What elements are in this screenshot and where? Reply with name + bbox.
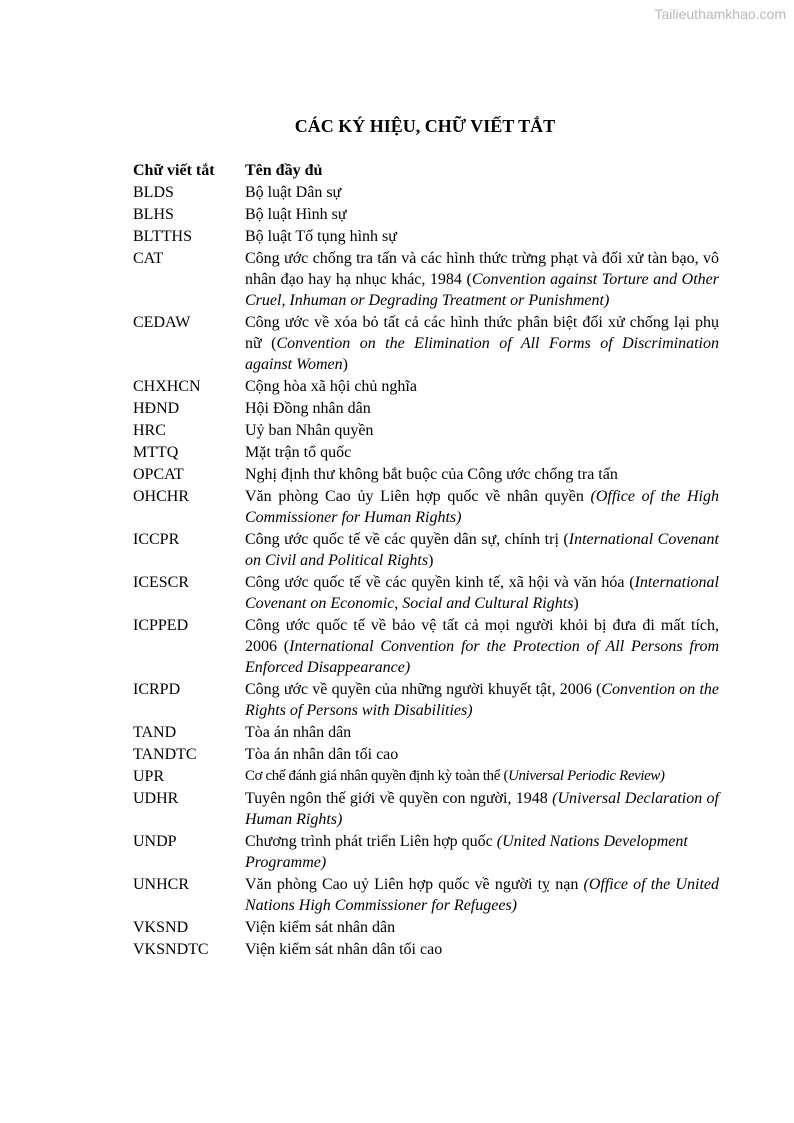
abbreviation: HĐND [133, 400, 180, 417]
full-name: Bộ luật Hình sự [245, 206, 347, 223]
table-row [133, 486, 719, 528]
abbreviation: ICCPR [133, 531, 180, 548]
abbreviation: OHCHR [133, 488, 190, 505]
table-row [133, 248, 719, 311]
full-name: Cộng hòa xã hội chủ nghĩa [245, 378, 417, 395]
table-row [133, 788, 719, 830]
table-row [133, 182, 719, 203]
table-row [133, 679, 719, 721]
full-name [245, 248, 719, 311]
watermark: Tailieuthamkhao.com [654, 6, 786, 22]
abbreviation: HRC [133, 422, 166, 439]
abbreviation: CEDAW [133, 314, 191, 331]
full-name-text: Công ước quốc tế về các quyền kinh tế, xã hội và văn hóa ( [245, 574, 635, 591]
full-name: Bộ luật Tố tụng hình sự [245, 228, 397, 245]
table-row [133, 420, 719, 441]
abbreviation: UNDP [133, 833, 177, 850]
abbreviation: BLDS [133, 184, 174, 201]
abbreviation: TANDTC [133, 746, 197, 763]
abbreviation: VKSNDTC [133, 941, 209, 958]
full-name-closing: ) [428, 552, 434, 569]
table-header [133, 160, 719, 181]
table-body [133, 182, 719, 960]
full-name-text: Văn phòng Cao ủy Liên hợp quốc về nhân quyền [245, 488, 591, 505]
full-name [245, 572, 719, 614]
abbreviation: BLTTHS [133, 228, 192, 245]
table-row [133, 398, 719, 419]
abbreviation: ICRPD [133, 681, 181, 698]
abbreviation: UDHR [133, 790, 179, 807]
abbreviation: ICESCR [133, 574, 190, 591]
full-name [245, 486, 719, 528]
full-name-text: Công ước chống tra tấn và các hình thức trừng phạt và đối xử tàn bạo, vô nhân đạo hay hạ nhục khác, 1984 ( [245, 250, 719, 288]
table-row [133, 615, 719, 678]
full-name-english: International Covenant on Civil and Political Rights [245, 531, 719, 569]
table-row [133, 226, 719, 247]
full-name-text: Công ước quốc tế về các quyền dân sự, chính trị ( [245, 531, 569, 548]
abbreviation: BLHS [133, 206, 174, 223]
full-name-english: International Covenant on Economic, Social and Cultural Rights [245, 574, 719, 612]
full-name [245, 615, 719, 678]
abbreviation: UNHCR [133, 876, 190, 893]
table-row [133, 831, 719, 873]
abbreviation: CHXHCN [133, 378, 201, 395]
full-name-text: Tuyên ngôn thế giới về quyền con người, 1948 [245, 790, 553, 807]
abbreviation: CAT [133, 250, 164, 267]
table-row [133, 722, 719, 743]
table-row [133, 874, 719, 916]
full-name [245, 312, 719, 375]
page-title: CÁC KÝ HIỆU, CHỮ VIẾT TẮT [294, 116, 556, 136]
full-name-closing: ) [573, 595, 579, 612]
header-full-name: Tên đầy đủ [245, 162, 323, 179]
abbreviation: VKSND [133, 919, 189, 936]
full-name [245, 831, 719, 873]
abbreviation: MTTQ [133, 444, 179, 461]
table-row [133, 529, 719, 571]
full-name-text: Văn phòng Cao uỷ Liên hợp quốc về người tỵ nạn [245, 876, 584, 893]
full-name: Hội Đồng nhân dân [245, 400, 371, 417]
abbreviation-table [133, 160, 719, 961]
full-name-english: International Convention for the Protection of All Persons from Enforced Disappearance) [245, 638, 720, 676]
full-name: Nghị định thư không bắt buộc của Công ước chống tra tấn [245, 466, 618, 483]
header-abbreviation: Chữ viết tắt [133, 162, 215, 179]
full-name: Viện kiểm sát nhân dân [245, 919, 396, 936]
abbreviation: UPR [133, 768, 165, 785]
full-name: Tòa án nhân dân [245, 724, 352, 741]
table-row [133, 766, 719, 787]
full-name-text: Công ước quốc tế về bảo vệ tất cả mọi người khỏi bị đưa đi mất tích, 2006 ( [245, 617, 719, 655]
full-name: Uỷ ban Nhân quyền [245, 422, 374, 439]
abbreviation: TAND [133, 724, 177, 741]
full-name: Tòa án nhân dân tối cao [245, 746, 399, 763]
full-name-english: Universal Periodic Review) [508, 768, 665, 784]
table-row [133, 464, 719, 485]
table-row [133, 744, 719, 765]
table-row [133, 376, 719, 397]
full-name-text: Công ước về quyền của những người khuyết tật, 2006 ( [245, 681, 602, 698]
full-name-english: (United Nations Development Programme) [245, 833, 688, 871]
full-name [245, 788, 719, 830]
full-name-english: (Office of the United Nations High Commissioner for Refugees) [245, 876, 719, 914]
table-row [133, 442, 719, 463]
full-name: Bộ luật Dân sự [245, 184, 342, 201]
full-name [245, 529, 719, 571]
table-row [133, 572, 719, 614]
full-name-closing: ) [342, 356, 348, 373]
full-name-english: Convention on the Elimination of All Forms of Discrimination against Women [245, 335, 719, 373]
full-name-text: Chương trình phát triển Liên hợp quốc [245, 833, 497, 850]
full-name [245, 679, 719, 721]
table-row [133, 204, 719, 225]
full-name-text: Công ước về xóa bỏ tất cả các hình thức phân biệt đối xử chống lại phụ nữ ( [245, 314, 719, 352]
table-row [133, 939, 719, 960]
full-name-english: (Universal Declaration of Human Rights) [245, 790, 719, 828]
full-name [245, 874, 719, 916]
full-name: Mặt trận tổ quốc [245, 444, 352, 461]
full-name-english: Convention on the Rights of Persons with Disabilities) [245, 681, 719, 719]
full-name-english: Convention against Torture and Other Cruel, Inhuman or Degrading Treatment or Punishment) [245, 271, 720, 309]
full-name-english: (Office of the High Commissioner for Human Rights) [245, 488, 719, 526]
table-row [133, 312, 719, 375]
abbreviation: OPCAT [133, 466, 184, 483]
full-name-text: Cơ chế đánh giá nhân quyền định kỳ toàn thể ( [245, 768, 509, 784]
abbreviation: ICPPED [133, 617, 189, 634]
full-name [245, 766, 719, 787]
full-name: Viện kiểm sát nhân dân tối cao [245, 941, 443, 958]
table-row [133, 917, 719, 938]
